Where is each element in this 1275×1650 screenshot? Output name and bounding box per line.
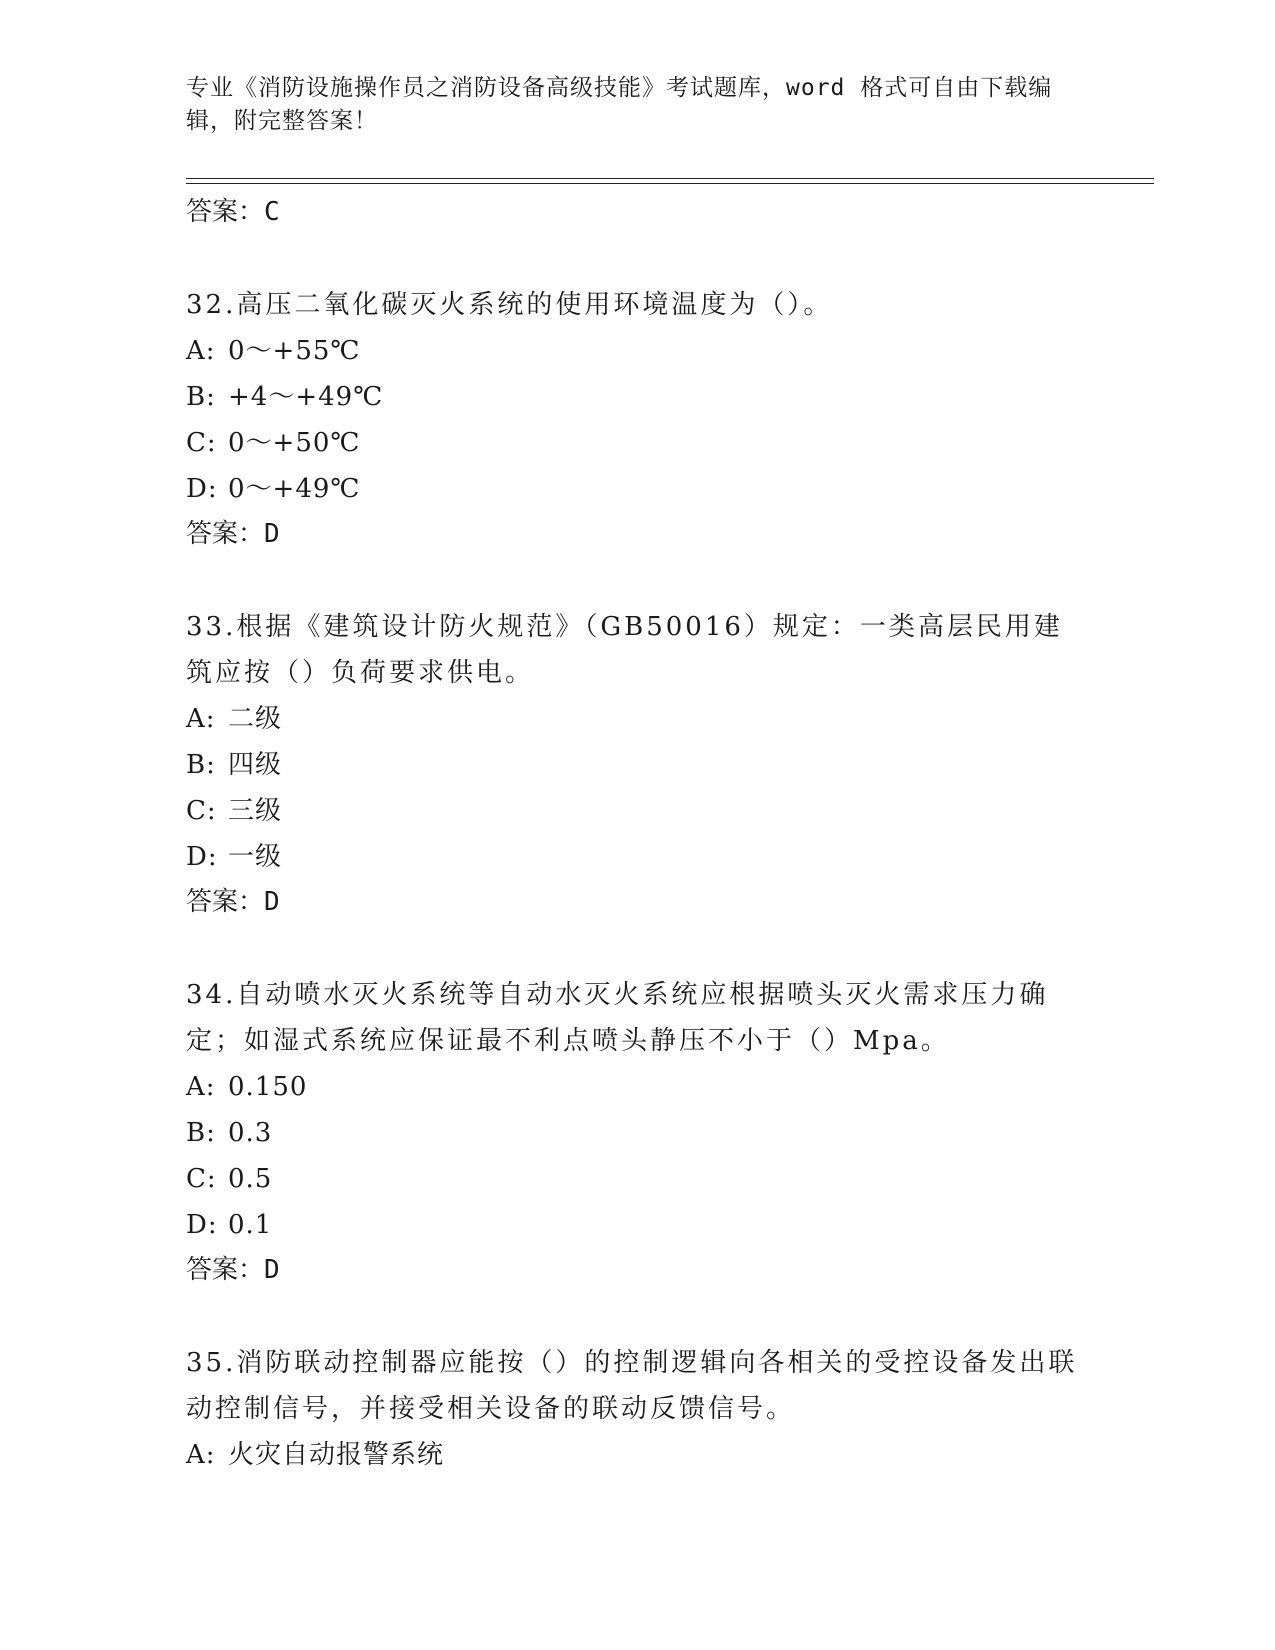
header-line-1: 专业《消防设施操作员之消防设备高级技能》考试题库，word 格式可自由下载编 bbox=[186, 75, 1053, 101]
question-33 bbox=[186, 604, 1086, 924]
previous-answer: 答案：C bbox=[186, 197, 280, 227]
question-answer: 答案：D bbox=[186, 519, 280, 549]
option-c bbox=[186, 1156, 1086, 1202]
header-rule-top bbox=[186, 178, 1154, 179]
option-key: C: bbox=[186, 428, 217, 458]
question-answer: 答案：D bbox=[186, 1255, 280, 1285]
option-text: 火灾自动报警系统 bbox=[228, 1440, 445, 1470]
option-a bbox=[186, 1432, 1086, 1478]
option-key: C: bbox=[186, 796, 217, 826]
option-text: 0.1 bbox=[228, 1210, 273, 1240]
option-c bbox=[186, 788, 1086, 834]
option-text: 三级 bbox=[228, 796, 283, 826]
question-stem: 34.自动喷水灭火系统等自动水灭火系统应根据喷头灭火需求压力确定；如湿式系统应保证最不利点喷头静压不小于（）Mpa。 bbox=[186, 980, 1049, 1056]
option-text: 二级 bbox=[228, 704, 283, 734]
question-34 bbox=[186, 972, 1086, 1292]
option-key: D: bbox=[186, 474, 218, 504]
header-line-2: 辑，附完整答案！ bbox=[186, 108, 378, 134]
header-rule-bottom bbox=[186, 183, 1154, 184]
option-key: A: bbox=[186, 336, 216, 366]
option-text: 0～+55℃ bbox=[228, 336, 361, 366]
question-35 bbox=[186, 1340, 1086, 1478]
option-key: B: bbox=[186, 750, 216, 780]
option-d bbox=[186, 1202, 1086, 1248]
option-d bbox=[186, 834, 1086, 880]
option-key: D: bbox=[186, 842, 218, 872]
option-text: 四级 bbox=[228, 750, 283, 780]
option-key: A: bbox=[186, 704, 216, 734]
option-text: 0.5 bbox=[228, 1164, 273, 1194]
option-text: 0.150 bbox=[228, 1072, 308, 1102]
option-d bbox=[186, 466, 1086, 512]
option-text: +4～+49℃ bbox=[228, 382, 384, 412]
option-c bbox=[186, 420, 1086, 466]
option-text: 0～+50℃ bbox=[228, 428, 361, 458]
question-stem: 32.高压二氧化碳灭火系统的使用环境温度为（）。 bbox=[186, 290, 833, 320]
option-key: A: bbox=[186, 1072, 216, 1102]
option-key: B: bbox=[186, 1118, 216, 1148]
option-text: 0.3 bbox=[228, 1118, 273, 1148]
option-key: A: bbox=[186, 1440, 216, 1470]
option-b bbox=[186, 742, 1086, 788]
option-b bbox=[186, 374, 1086, 420]
option-b bbox=[186, 1110, 1086, 1156]
question-answer: 答案：D bbox=[186, 887, 280, 917]
question-list bbox=[186, 190, 1086, 1478]
question-stem: 33.根据《建筑设计防火规范》（GB50016）规定：一类高层民用建筑应按（）负荷要求供电。 bbox=[186, 612, 1063, 688]
option-a bbox=[186, 696, 1086, 742]
header-note bbox=[186, 72, 1086, 138]
option-key: D: bbox=[186, 1210, 218, 1240]
question-stem: 35.消防联动控制器应能按（）的控制逻辑向各相关的受控设备发出联动控制信号，并接受相关设备的联动反馈信号。 bbox=[186, 1348, 1078, 1424]
option-key: C: bbox=[186, 1164, 217, 1194]
option-key: B: bbox=[186, 382, 216, 412]
option-text: 0～+49℃ bbox=[228, 474, 361, 504]
option-a bbox=[186, 328, 1086, 374]
question-32 bbox=[186, 282, 1086, 556]
option-a bbox=[186, 1064, 1086, 1110]
option-text: 一级 bbox=[228, 842, 283, 872]
